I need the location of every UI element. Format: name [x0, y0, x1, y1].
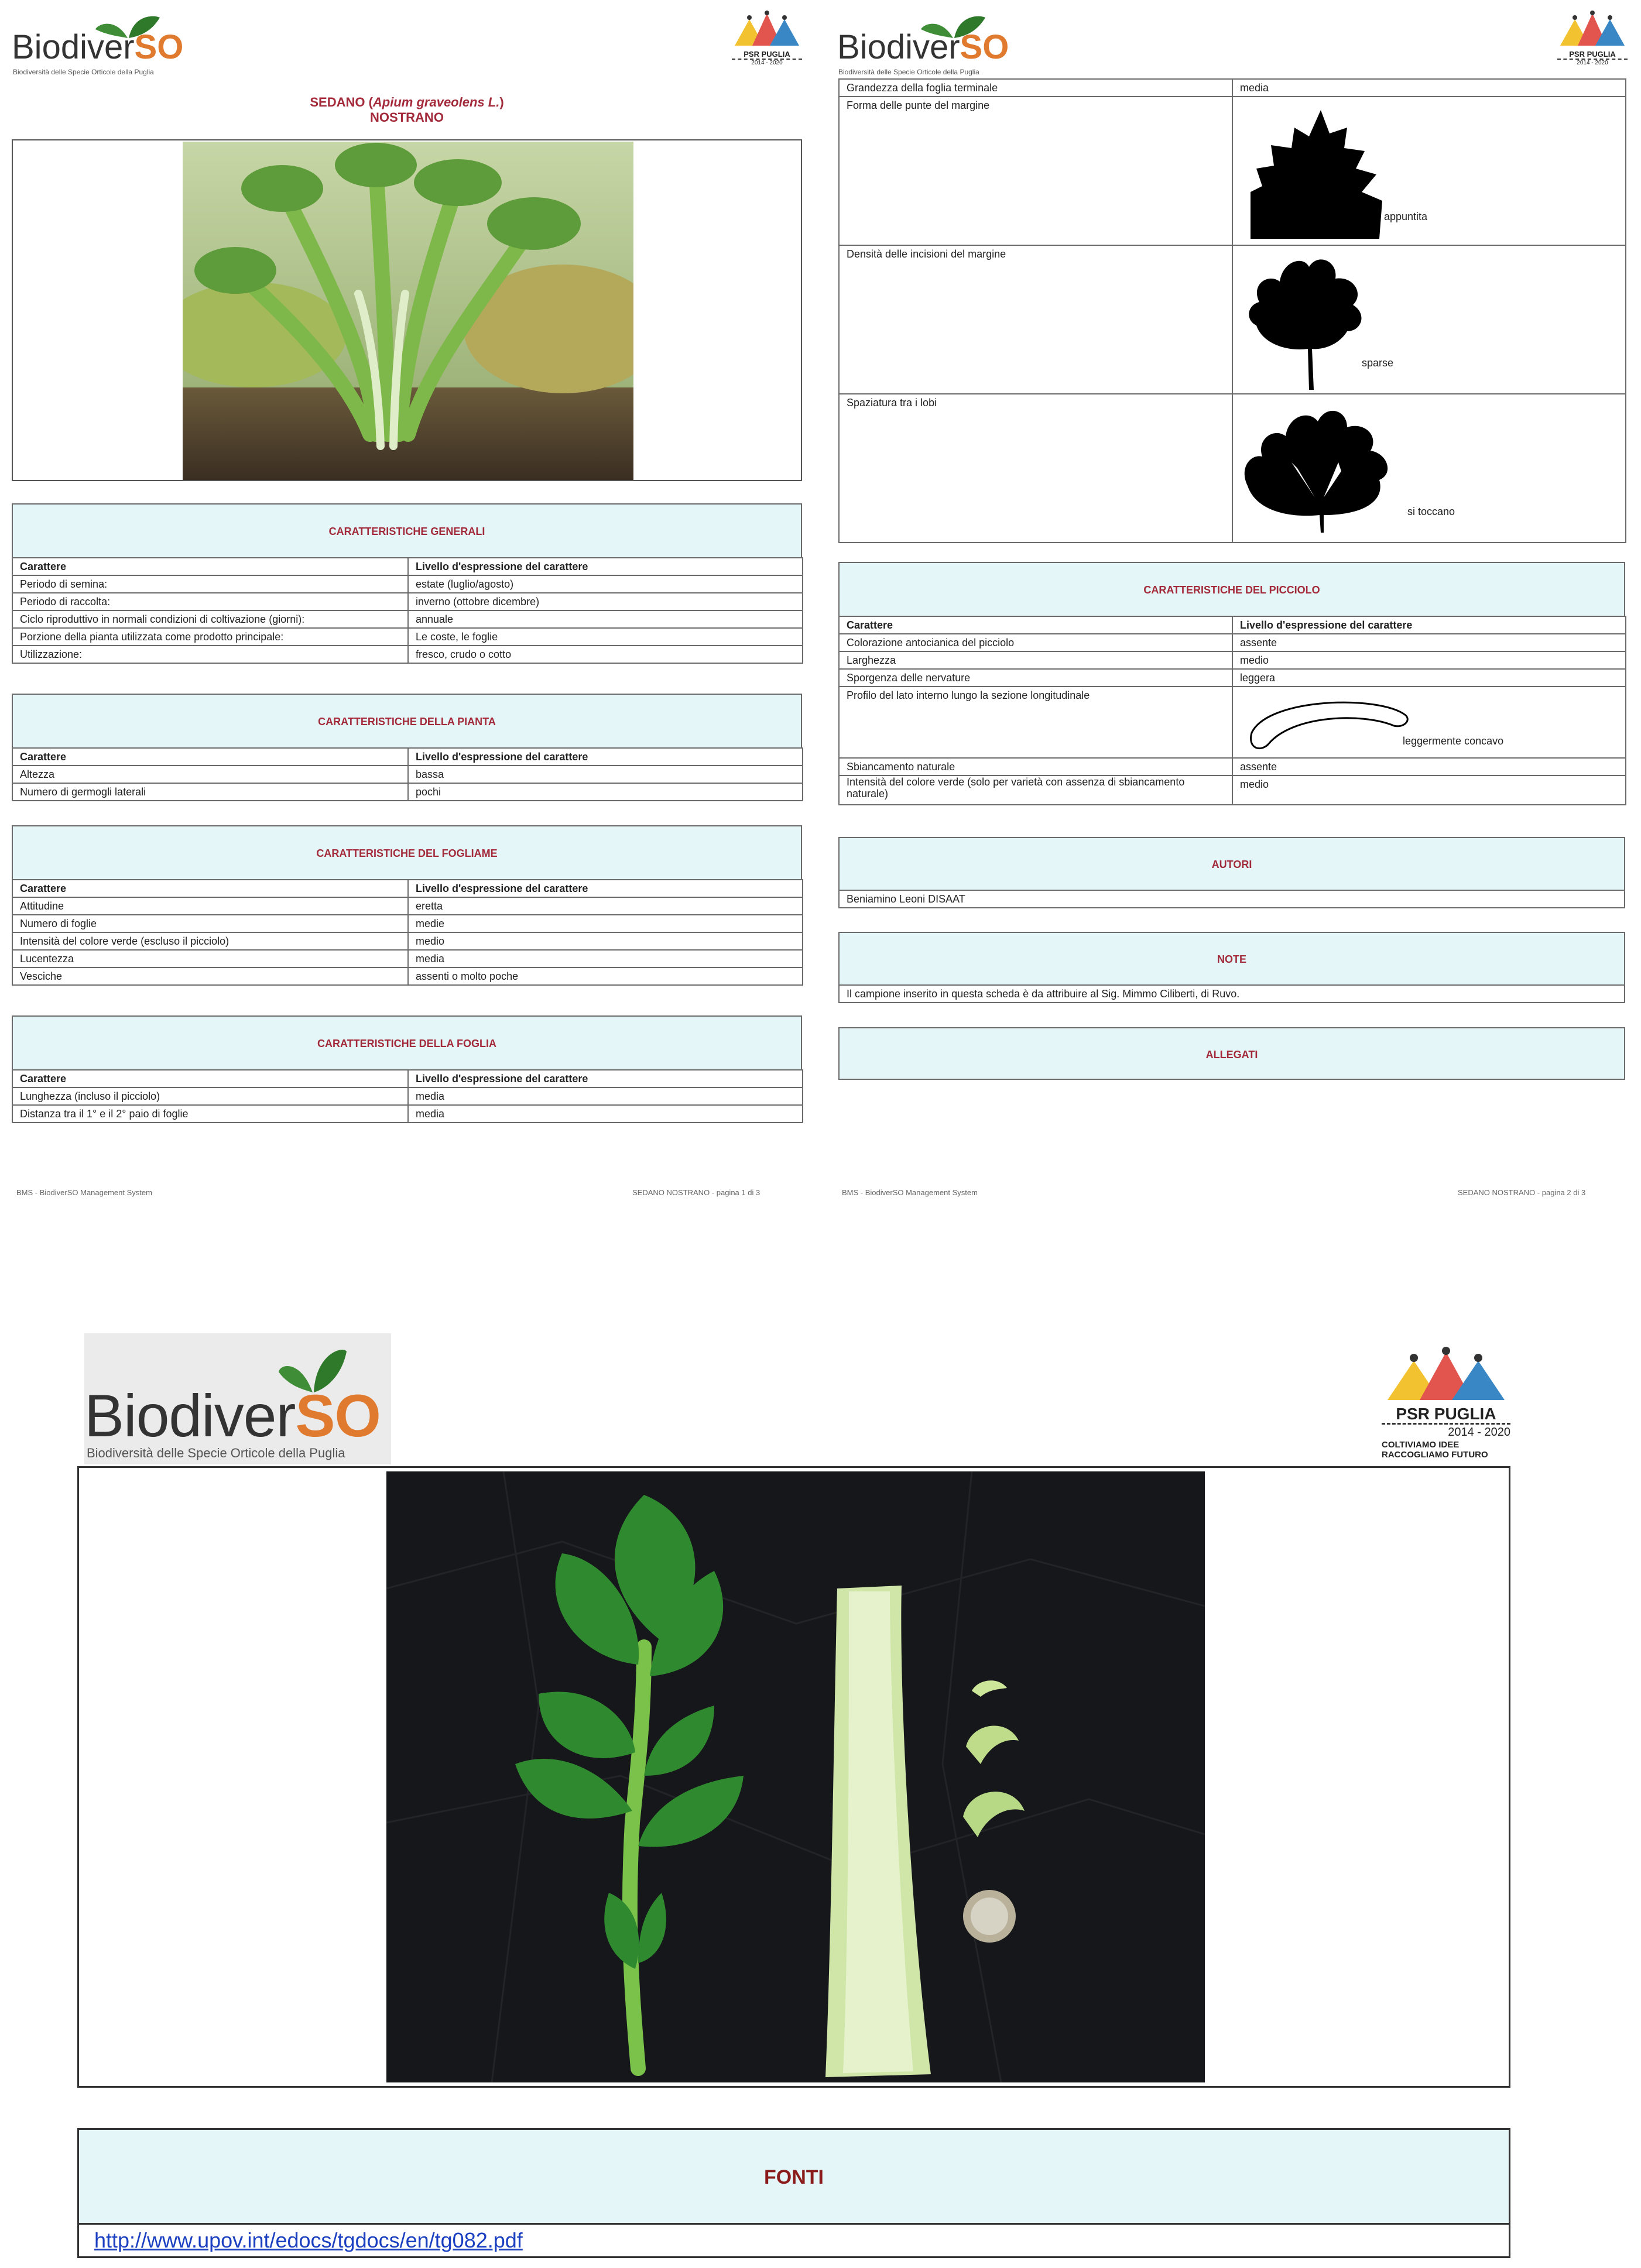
- fonti-link[interactable]: http://www.upov.int/edocs/tgdocs/en/tg082.pdf: [94, 2228, 523, 2252]
- psr-puglia-logo: PSR PUGLIA 2014 - 2020: [1557, 11, 1628, 75]
- table-header-row: Carattere Livello d'espressione del carattere: [12, 748, 803, 766]
- psr-slogan-2: RACCOGLIAMO FUTURO: [1382, 1450, 1488, 1460]
- table-row: Sporgenza delle nervature leggera: [839, 669, 1626, 687]
- section-header-fonti: FONTI: [77, 2128, 1510, 2223]
- biodiverso-logo-large: BiodiverSO Biodiversità delle Specie Orticole della Puglia: [84, 1333, 391, 1464]
- biodiverso-logo: [12, 12, 199, 76]
- petiole-profile-value: leggermente concavo: [1403, 735, 1504, 747]
- leaf-incision-value: sparse: [1362, 357, 1394, 369]
- table-row: Numero di foglie medie: [12, 915, 803, 932]
- section-header-note: NOTE: [838, 932, 1625, 984]
- table-row: Porzione della pianta utilizzata come prodotto principale: Le coste, le foglie: [12, 628, 803, 646]
- latin-name: Apium graveolens L.: [372, 95, 500, 109]
- psr-title: PSR PUGLIA: [744, 50, 790, 59]
- fonti-row: [77, 2223, 1510, 2258]
- psr-mountains-icon: [732, 11, 802, 47]
- table-row: Utilizzazione: fresco, crudo o cotto: [12, 646, 803, 663]
- section-header-autori: AUTORI: [838, 837, 1625, 890]
- psr-years: 2014 - 2020: [732, 59, 802, 66]
- leaf-tip-shape-icon: [1245, 104, 1385, 245]
- plant-photo-frame: [12, 139, 802, 481]
- leaf-lobe-spacing-icon: [1239, 398, 1414, 542]
- petiole-profile-icon: [1245, 692, 1414, 755]
- biodiverso-logo: BiodiverSO Biodiversità delle Specie Orticole della Puglia: [837, 12, 1025, 76]
- section-header-picciolo: CARATTERISTICHE DEL PICCIOLO: [838, 562, 1625, 616]
- section-header-allegati: ALLEGATI: [838, 1027, 1625, 1080]
- table-foglia: [12, 1069, 803, 1123]
- table-row: Il campione inserito in questa scheda è da attribuire al Sig. Mimmo Ciliberti, di Ruvo.: [839, 985, 1625, 1003]
- table-row: Beniamino Leoni DISAAT: [839, 890, 1625, 908]
- psr-puglia-logo-large: [1382, 1346, 1510, 1463]
- table-row: Numero di germogli laterali pochi: [12, 783, 803, 801]
- psr-mountains-icon: [1557, 11, 1628, 47]
- psr-title: PSR PUGLIA: [1396, 1405, 1496, 1423]
- footer-left: BMS - BiodiverSO Management System: [842, 1188, 978, 1197]
- table-header-row: Carattere Livello d'espressione del carattere: [839, 616, 1626, 634]
- footer-right: SEDANO NOSTRANO - pagina 1 di 3: [632, 1188, 760, 1197]
- celery-sample-photo: [386, 1471, 1205, 2082]
- table-row: Periodo di semina: estate (luglio/agosto): [12, 575, 803, 593]
- leaf-lobe-value: si toccano: [1407, 506, 1455, 517]
- table-note: [838, 984, 1625, 1003]
- psr-years: 2014 - 2020: [1382, 1423, 1510, 1440]
- table-row: Lunghezza (incluso il picciolo) media: [12, 1087, 803, 1105]
- section-header-pianta: CARATTERISTICHE DELLA PIANTA: [12, 694, 802, 747]
- section-header-generali: CARATTERISTICHE GENERALI: [12, 503, 802, 557]
- celery-plant-photo: [183, 142, 633, 480]
- table-row: Intensità del colore verde (solo per varietà con assenza di sbiancamento naturale) medio: [839, 776, 1626, 805]
- table-row: Periodo di raccolta: inverno (ottobre dicembre): [12, 593, 803, 610]
- leaf-incision-shape-icon: [1239, 249, 1379, 393]
- table-row: Ciclo riproduttivo in normali condizioni di coltivazione (giorni): annuale: [12, 610, 803, 628]
- footer-right: SEDANO NOSTRANO - pagina 2 di 3: [1458, 1188, 1586, 1197]
- table-row: Distanza tra il 1° e il 2° paio di foglie media: [12, 1105, 803, 1123]
- col-header-livello: Livello d'espressione del carattere: [408, 558, 803, 575]
- table-header-row: Carattere Livello d'espressione del carattere: [12, 880, 803, 897]
- table-row: Larghezza medio: [839, 651, 1626, 669]
- table-row: Lucentezza media: [12, 950, 803, 967]
- logo-word-accent: SO: [134, 28, 184, 66]
- page-title-line2: NOSTRANO: [370, 110, 444, 125]
- psr-slogan-1: COLTIVIAMO IDEE: [1382, 1440, 1460, 1450]
- psr-puglia-logo: [732, 11, 802, 75]
- psr-mountains-icon: [1382, 1346, 1510, 1402]
- table-pianta: [12, 747, 803, 801]
- table-generali: [12, 557, 803, 664]
- logo-subtitle: Biodiversità delle Specie Orticole della Puglia: [13, 68, 154, 76]
- table-row: Altezza bassa: [12, 766, 803, 783]
- table-row: Forma delle punte del margine appuntita: [839, 97, 1626, 245]
- table-row: Grandezza della foglia terminale media: [839, 79, 1626, 97]
- table-header-row: [12, 558, 803, 575]
- table-autori: [838, 890, 1625, 908]
- table-row: Colorazione antocianica del picciolo assente: [839, 634, 1626, 651]
- table-row: Attitudine eretta: [12, 897, 803, 915]
- table-picciolo: [838, 616, 1626, 805]
- leaf-tip-value: appuntita: [1384, 211, 1428, 222]
- table-row: Spaziatura tra i lobi si toccano: [839, 394, 1626, 543]
- col-header-carattere: Carattere: [12, 558, 408, 575]
- table-foglia-continued: [838, 78, 1626, 543]
- table-row: Densità delle incisioni del margine sparse: [839, 245, 1626, 394]
- celery-sample-photo-frame: [77, 1466, 1510, 2088]
- table-row: Sbiancamento naturale assente: [839, 758, 1626, 776]
- table-row: Intensità del colore verde (escluso il picciolo) medio: [12, 932, 803, 950]
- section-header-foglia: CARATTERISTICHE DELLA FOGLIA: [12, 1015, 802, 1069]
- table-fogliame: [12, 879, 803, 986]
- page-title: SEDANO (Apium graveolens L.) NOSTRANO: [12, 95, 802, 125]
- table-row: Vesciche assenti o molto poche: [12, 967, 803, 985]
- footer-left: BMS - BiodiverSO Management System: [16, 1188, 152, 1197]
- logo-word: Biodiver: [12, 28, 135, 66]
- table-header-row: Carattere Livello d'espressione del carattere: [12, 1070, 803, 1087]
- table-row: Profilo del lato interno lungo la sezione longitudinale leggermente concavo: [839, 687, 1626, 758]
- section-header-fogliame: CARATTERISTICHE DEL FOGLIAME: [12, 825, 802, 879]
